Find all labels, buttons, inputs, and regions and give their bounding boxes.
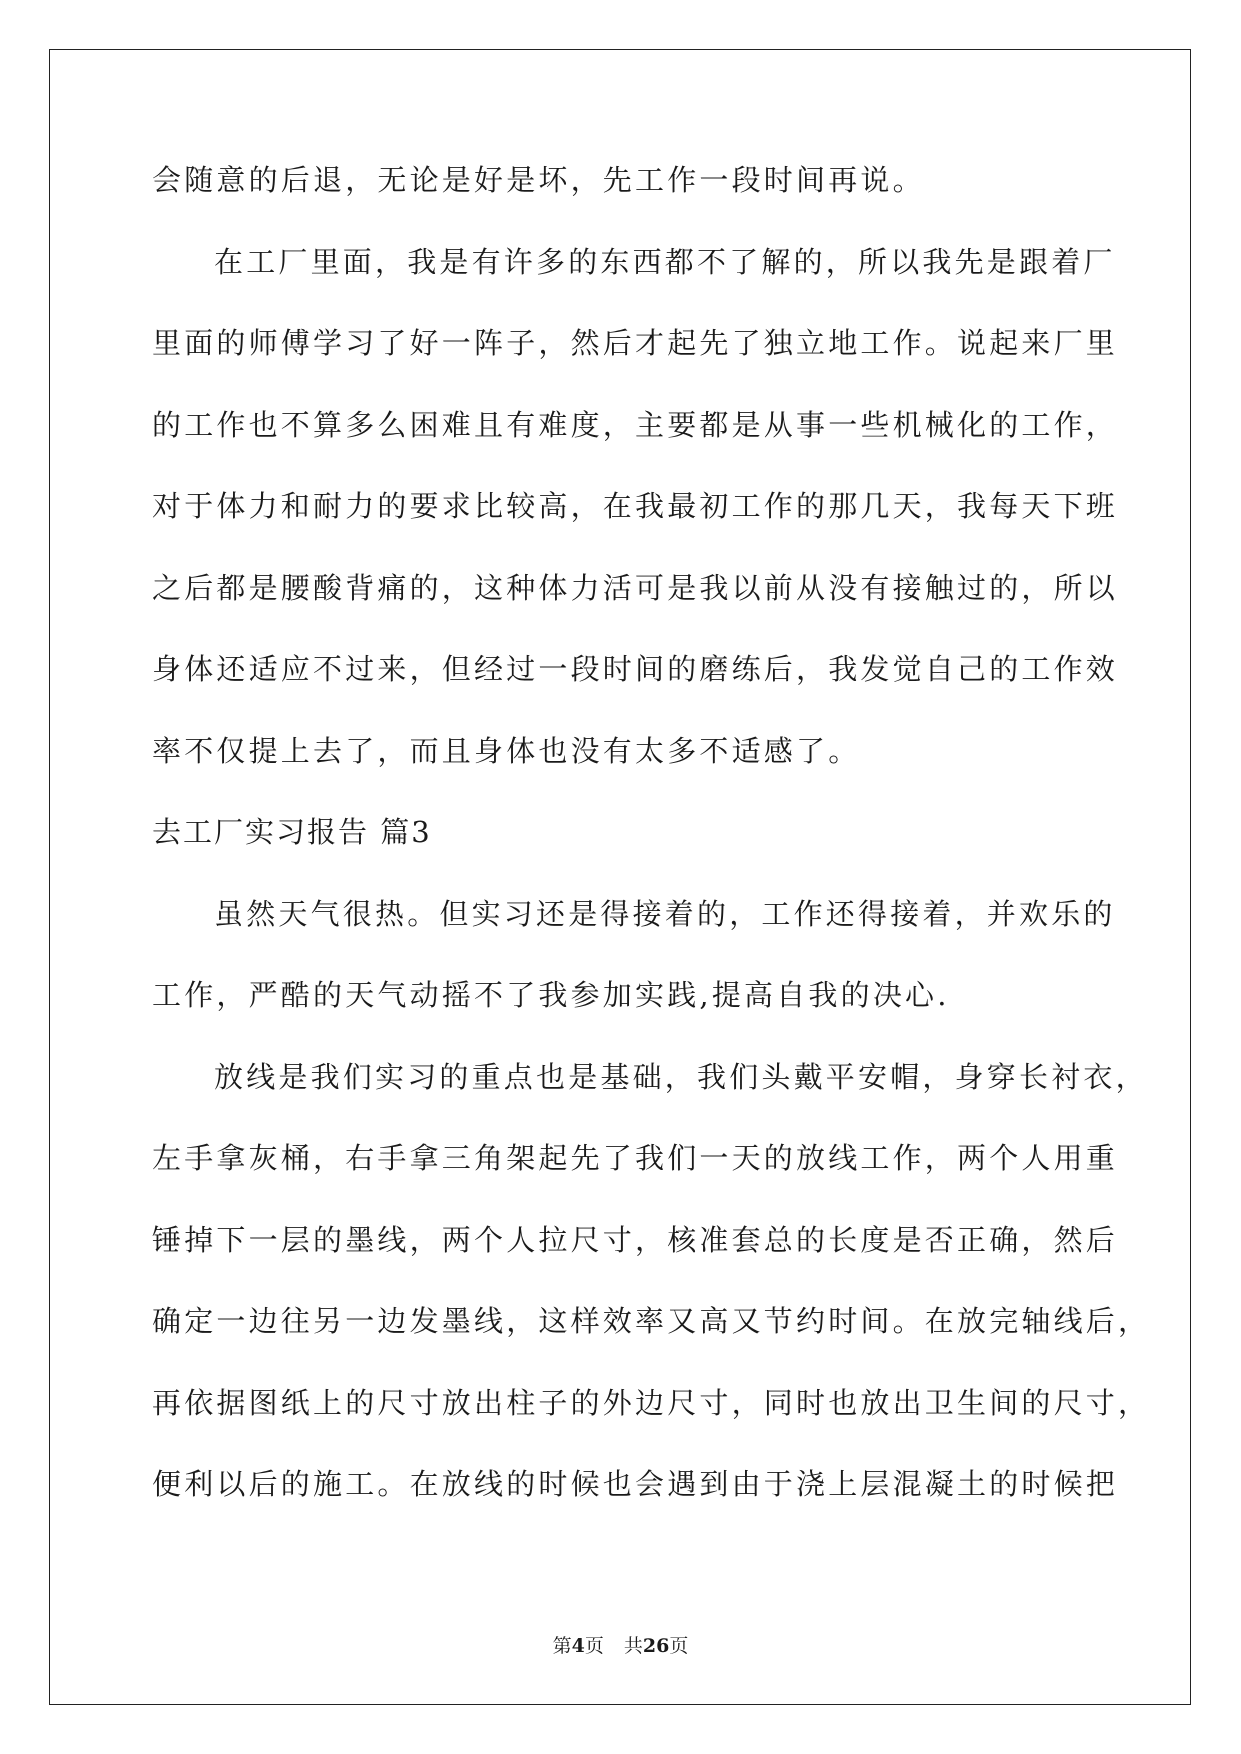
text-line: 再依据图纸上的尺寸放出柱子的外边尺寸，同时也放出卫生间的尺寸， [152, 1385, 1151, 1420]
page-footer [0, 1634, 1241, 1658]
text-line: 会随意的后退，无论是好是坏，先工作一段时间再说。 [152, 163, 925, 197]
footer-total-prefix: 共 [623, 1635, 643, 1657]
text-line: 的工作也不算多么困难且有难度，主要都是从事一些机械化的工作， [152, 407, 1119, 442]
text-line: 锤掉下一层的墨线，两个人拉尺寸，核准套总的长度是否正确，然后 [152, 1222, 1119, 1257]
text-line: 虽然天气很热。但实习还是得接着的，工作还得接着，并欢乐的 [214, 896, 1116, 931]
footer-page-suffix: 页 [584, 1635, 604, 1657]
text-line: 确定一边往另一边发墨线，这样效率又高又节约时间。在放完轴线后， [152, 1304, 1151, 1338]
footer-total-suffix: 页 [669, 1635, 689, 1657]
text-line: 对于体力和耐力的要求比较高，在我最初工作的那几天，我每天下班 [152, 489, 1119, 523]
text-line: 率不仅提上去了，而且身体也没有太多不适感了。 [152, 733, 861, 768]
section-heading: 去工厂实习报告 篇3 [152, 815, 432, 849]
text-line: 放线是我们实习的重点也是基础，我们头戴平安帽，身穿长衬衣， [214, 1059, 1148, 1094]
footer-total-number: 26 [642, 1635, 670, 1657]
document-body [152, 160, 1151, 1546]
text-line: 左手拿灰桶，右手拿三角架起先了我们一天的放线工作，两个人用重 [152, 1141, 1119, 1175]
text-line: 便利以后的施工。在放线的时候也会遇到由于浇上层混凝土的时候把 [152, 1467, 1119, 1501]
text-line: 身体还适应不过来，但经过一段时间的磨练后，我发觉自己的工作效 [152, 652, 1119, 686]
text-line: 里面的师傅学习了好一阵子，然后才起先了独立地工作。说起来厂里 [152, 326, 1119, 360]
footer-page-prefix: 第 [552, 1635, 572, 1657]
text-line: 之后都是腰酸背痛的，这种体力活可是我以前从没有接触过的，所以 [152, 570, 1119, 605]
text-line: 在工厂里面，我是有许多的东西都不了解的，所以我先是跟着厂 [214, 244, 1116, 279]
footer-page-number: 4 [571, 1635, 585, 1657]
text-line: 工作，严酷的天气动摇不了我参加实践,提高自我的决心. [152, 978, 950, 1012]
